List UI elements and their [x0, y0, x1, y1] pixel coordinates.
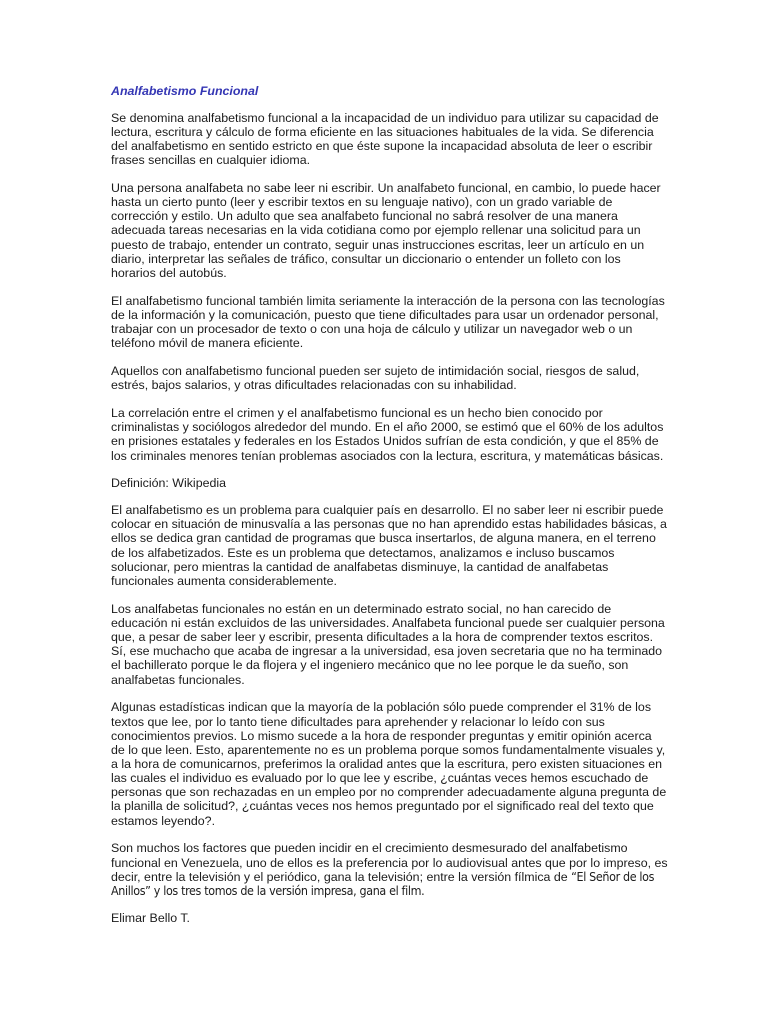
paragraph-factores-closing: “El Señor de los Anillos” y los tres tomos de la versión impresa, gana el film.: [111, 868, 655, 898]
paragraph-definition: Se denomina analfabetismo funcional a la incapacidad de un individuo para utilizar su capacidad de lectura, escritura y cálculo de forma eficiente en las situaciones habituales de la vida. Se diferencia del analfabetismo en sentido estricto en que éste supone la incapacidad absoluta de leer o escribir frases sencillas en cualquier idioma.: [111, 110, 659, 168]
paragraph-factores: [111, 841, 668, 898]
paragraph-crimen: La correlación entre el crimen y el analfabetismo funcional es un hecho bien conocido por criminalistas y sociólogos alrededor del mundo. En el año 2000, se estimó que el 60% de los adultos en prisiones estatales y federales en los Estados Unidos sufrían de esta condición, y que el 85% de los criminales menores tenían problemas asociados con la lectura, escritura, y matemáticas básicas.: [111, 406, 664, 463]
paragraph-tecnologias: El analfabetismo funcional también limita seriamente la interacción de la persona con las tecnologías de la información y la comunicación, puesto que tiene dificultades para usar un ordenador personal, trabajar con un procesador de texto o con una hoja de cálculo y utilizar un navegador web o un teléfono móvil de manera eficiente.: [111, 293, 665, 351]
paragraph-problema-desarrollo: El analfabetismo es un problema para cualquier país en desarrollo. El no saber leer ni escribir puede colocar en situación de minusvalía a las personas que no han aprendido estas habilidades básicas, a ellos se dedica gran cantidad de programas que busca insertarlos, de alguna manera, en el terreno de los alfabetizados. Este es un problema que detectamos, analizamos e incluso buscamos solucionar, pero mientras la cantidad de analfabetas disminuye, la cantidad de analfabetas funcionales aumenta considerablemente.: [111, 503, 667, 588]
paragraph-source: Definición: Wikipedia: [111, 476, 227, 491]
author-signature: Elimar Bello T.: [111, 911, 190, 926]
paragraph-estadisticas: Algunas estadísticas indican que la mayoría de la población sólo puede comprender el 31% de los textos que lee, por lo tanto tiene dificultades para aprehender y relacionar lo leído con sus conocimientos previos. Lo mismo sucede a la hora de responder preguntas y emitir opinión acerca de lo que leen. Esto, aparentemente no es un problema porque somos fundamentalmente visuales y, a la hora de comunicarnos, preferimos la oralidad antes que la escritura, pero existen situaciones en las cuales el individuo es evaluado por lo que lee y escribe, ¿cuántas veces hemos escuchado de personas que son rechazadas en un empleo por no comprender adecuadamente alguna pregunta de la planilla de solicitud?, ¿cuántas veces nos hemos preguntado por el significado real del texto que estamos leyendo?.: [111, 700, 667, 828]
paragraph-estrato-social: Los analfabetas funcionales no están en un determinado estrato social, no han carecido de educación ni están excluidos de las universidades. Analfabeta funcional puede ser cualquier persona que, a pesar de saber leer y escribir, presenta dificultades a la hora de comprender textos escritos. Sí, ese muchacho que acaba de ingresar a la universidad, esa joven secretaria que no ha terminado el bachillerato porque le da flojera y el ingeniero mecánico que no lee porque le da sueño, son analfabetas funcionales.: [111, 601, 665, 687]
paragraph-analfabeta-vs-funcional: Una persona analfabeta no sabe leer ni escribir. Un analfabeto funcional, en cambio, lo puede hacer hasta un cierto punto (leer y escribir textos en su lenguaje nativo), con un grado variable de corrección y estilo. Un adulto que sea analfabeto funcional no sabrá resolver de una manera adecuada tareas necesarias en la vida cotidiana como por ejemplo rellenar una solicitud para un puesto de trabajo, entender un contrato, seguir unas instrucciones escritas, leer un artículo en un diario, interpretar las señales de tráfico, consultar un diccionario o entender un folleto con los horarios del autobús.: [111, 180, 661, 280]
paragraph-factores-text: Son muchos los factores que pueden incidir en el crecimiento desmesurado del analfabetismo funcional en Venezuela, uno de ellos es la preferencia por lo audiovisual antes que por lo impreso, es decir, entre la televisión y el periódico, gana la televisión; entre la versión fílmica de: [111, 841, 668, 884]
document-title: Analfabetismo Funcional: [111, 84, 259, 98]
paragraph-consecuencias: Aquellos con analfabetismo funcional pueden ser sujeto de intimidación social, riesgos de salud, estrés, bajos salarios, y otras dificultades relacionadas con su inhabilidad.: [111, 364, 640, 393]
